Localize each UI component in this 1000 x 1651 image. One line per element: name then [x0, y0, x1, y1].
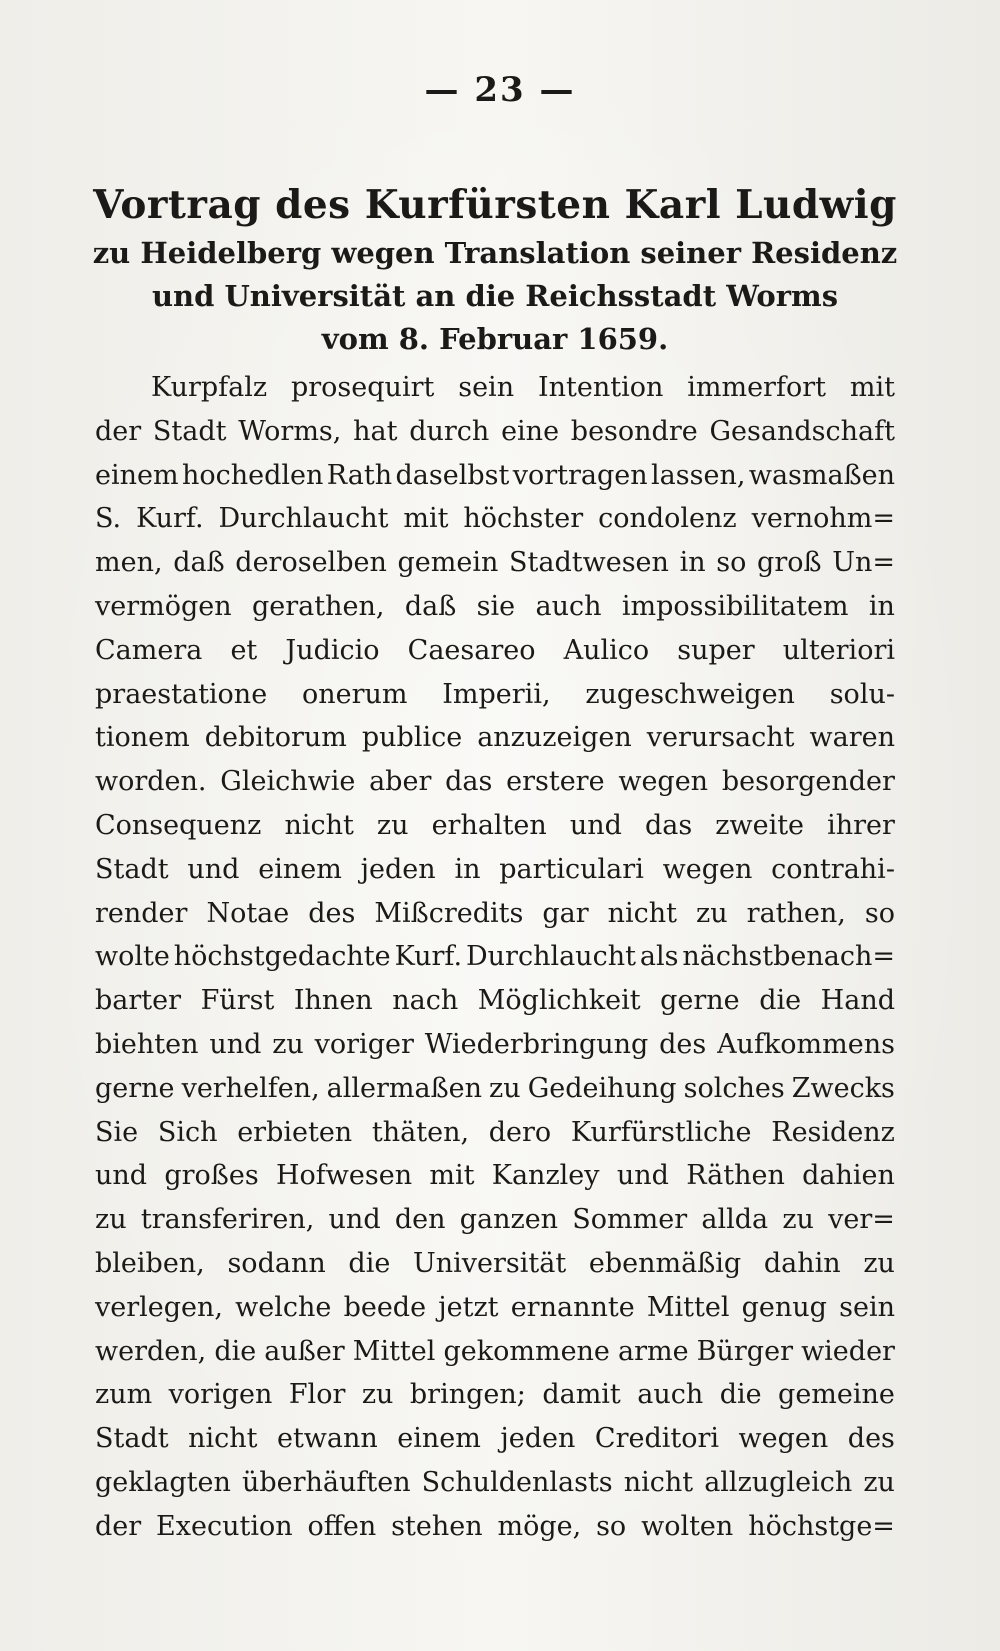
heading-subtitle-line-2: und Universität an die Reichsstadt Worms: [151, 279, 839, 313]
text-line: Camera et Judicio Caesareo Aulico super ulteriori: [95, 634, 895, 666]
text-line: zum vorigen Flor zu bringen; damit auch die gemeine: [95, 1379, 895, 1411]
text-line: gerne verhelfen, allermaßen zu Gedeihung solches Zwecks: [95, 1072, 895, 1104]
text-line: werden, die außer Mittel gekommene arme Bürger wieder: [95, 1335, 895, 1367]
text-line: bleiben, sodann die Universität ebenmäßig dahin zu: [95, 1247, 895, 1279]
heading-date: vom 8. Februar 1659.: [321, 322, 669, 356]
text-line: men, daß deroselben gemein Stadtwesen in so groß Un=: [95, 547, 895, 579]
text-line: S. Kurf. Durchlaucht mit höchster condolenz vernohm=: [95, 503, 895, 535]
text-line: Kurpfalz prosequirt sein Intention immerfort mit: [151, 372, 895, 403]
heading-title: Vortrag des Kurfürsten Karl Ludwig: [93, 182, 897, 228]
text-line: der Stadt Worms, hat durch eine besondre Gesandschaft: [95, 415, 895, 447]
text-line: und großes Hofwesen mit Kanzley und Räthen dahien: [95, 1160, 895, 1192]
text-line: einem hochedlen Rath daselbst vortragen lassen, wasmaßen: [95, 459, 895, 491]
text-line: Stadt und einem jeden in particulari wegen contrahi-: [95, 853, 895, 885]
body-paragraph: [95, 366, 895, 1549]
text-line: verlegen, welche beede jetzt ernannte Mittel genug sein: [95, 1291, 895, 1323]
page-number: — 23 —: [424, 70, 576, 110]
text-line: geklagten überhäuften Schuldenlasts nicht allzugleich zu: [95, 1466, 895, 1498]
text-line: Stadt nicht etwann einem jeden Creditori wegen des: [95, 1423, 895, 1455]
text-line: Consequenz nicht zu erhalten und das zweite ihrer: [95, 809, 895, 841]
text-line: tionem debitorum publice anzuzeigen verursacht waren: [95, 722, 895, 754]
text-line: zu transferiren, und den ganzen Sommer allda zu ver=: [95, 1204, 895, 1236]
text-line: wolte höchstgedachte Kurf. Durchlaucht als nächstbenach=: [95, 941, 895, 973]
chapter-heading: [90, 178, 900, 361]
text-line: barter Fürst Ihnen nach Möglichkeit gerne die Hand: [95, 985, 895, 1017]
text-line: vermögen gerathen, daß sie auch impossibilitatem in: [95, 590, 895, 622]
text-line: biehten und zu voriger Wiederbringung des Aufkommens: [95, 1028, 895, 1060]
text-line: Sie Sich erbieten thäten, dero Kurfürstliche Residenz: [95, 1116, 895, 1148]
text-line: der Execution offen stehen möge, so wolten höchstge=: [95, 1510, 895, 1542]
heading-subtitle-line-1: zu Heidelberg wegen Translation seiner Residenz: [92, 236, 898, 270]
text-line: render Notae des Mißcredits gar nicht zu rathen, so: [95, 897, 895, 929]
text-line: worden. Gleichwie aber das erstere wegen besorgender: [95, 766, 895, 798]
text-line: praestatione onerum Imperii, zugeschweigen solu-: [95, 678, 895, 710]
